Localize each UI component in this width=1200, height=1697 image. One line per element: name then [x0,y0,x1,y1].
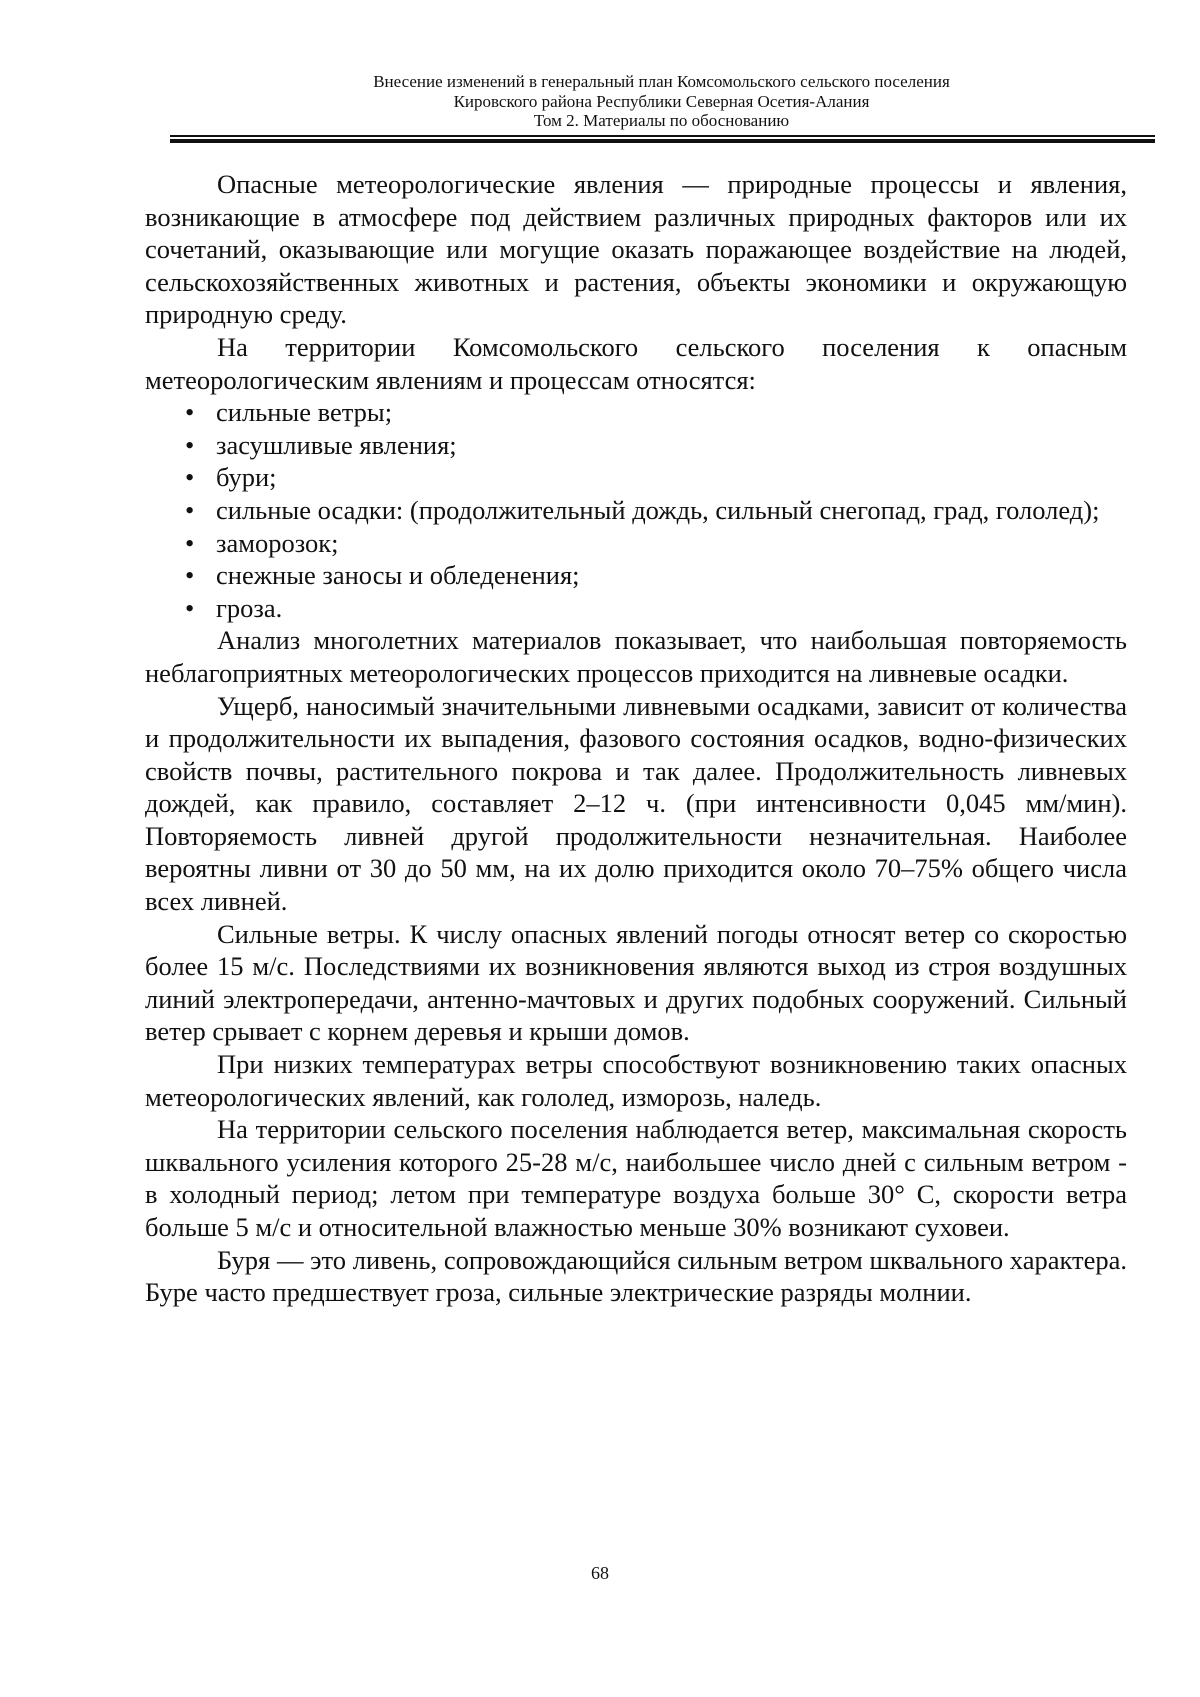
list-item: • гроза. [185,592,283,623]
header-rule-thin [170,135,1155,137]
list-item: • сильные ветры; [185,397,393,428]
paragraph-definition: Опасные метеорологические явления — природные процессы и явления, возникающие в атмосфере под действием различных природных факторов или их сочетаний, оказывающие или могущие оказать поражающее воздействие на людей, сельскохозяйственных животных и растения, объекты экономики и окружающую природную среду. [145,169,1127,330]
header-rule-thick [170,139,1155,143]
bullet-icon: • [185,462,195,493]
header-region-line: Кировского района Республики Северная Осетия-Алания [453,91,870,111]
header-title-line: Внесение изменений в генеральный план Комсомольского сельского поселения [373,72,950,91]
hazards-list [145,396,1127,624]
list-item: • снежные заносы и обледенения; [185,560,580,591]
paragraph-local-wind: На территории сельского поселения наблюдается ветер, максимальная скорость шквального усиления которого 25-28 м/с, наибольшее число дней с сильным ветром - в холодный период; летом при температуре воздуха больше 30° С, скорости ветра больше 5 м/с и относительной влажностью меньше 30% возникают суховеи. [145,1114,1127,1242]
list-item: • сильные осадки: (продолжительный дождь, сильный снегопад, град, гололед); [185,494,1100,525]
paragraph-list-intro: На территории Комсомольского сельского поселения к опасным метеорологическим явлениям и процессам относятся: [145,331,1127,395]
bullet-icon: • [185,527,195,558]
list-item: • засушливые явления; [185,429,457,460]
list-item: • заморозок; [185,527,339,558]
paragraph-low-temperatures: При низких температурах ветры способствуют возникновению таких опасных метеорологических явлений, как гололед, изморозь, наледь. [145,1049,1127,1112]
paragraph-damage: Ущерб, наносимый значительными ливневыми осадками, зависит от количества и продолжительности их выпадения, фазового состояния осадков, водно-физических свойств почвы, растительного покрова и так далее. Продолжительность ливневых дождей, как правило, составляет 2–12 ч. (при интенсивности 0,045 мм/мин). Повторяемость ливней другой продолжительности незначительная. Наиболее вероятны ливни от 30 до 50 мм, на их долю приходится около 70–75% общего числа всех ливней. [145,690,1127,917]
body-text [145,168,1127,1309]
bullet-icon: • [185,494,195,525]
page-number: 68 [591,1563,609,1583]
bullet-icon: • [185,397,195,428]
paragraph-strong-winds: Сильные ветры. К числу опасных явлений погоды относят ветер со скоростью более 15 м/с. Последствиями их возникновения являются выход из строя воздушных линий электропередачи, антенно-мачтовых и других подобных сооружений. Сильный ветер срывает с корнем деревья и крыши домов. [145,918,1127,1047]
list-item: • бури; [185,462,277,493]
running-header [170,72,1153,131]
bullet-icon: • [185,429,195,460]
header-volume-line: Том 2. Материалы по обоснованию [533,111,790,130]
bullet-icon: • [185,560,195,591]
paragraph-storm: Буря — это ливень, сопровождающийся сильным ветром шквального характера. Буре часто предшествует гроза, сильные электрические разряды молнии. [145,1244,1127,1308]
paragraph-analysis: Анализ многолетних материалов показывает, что наибольшая повторяемость неблагоприятных метеорологических процессов приходится на ливневые осадки. [145,625,1127,688]
bullet-icon: • [185,592,195,623]
